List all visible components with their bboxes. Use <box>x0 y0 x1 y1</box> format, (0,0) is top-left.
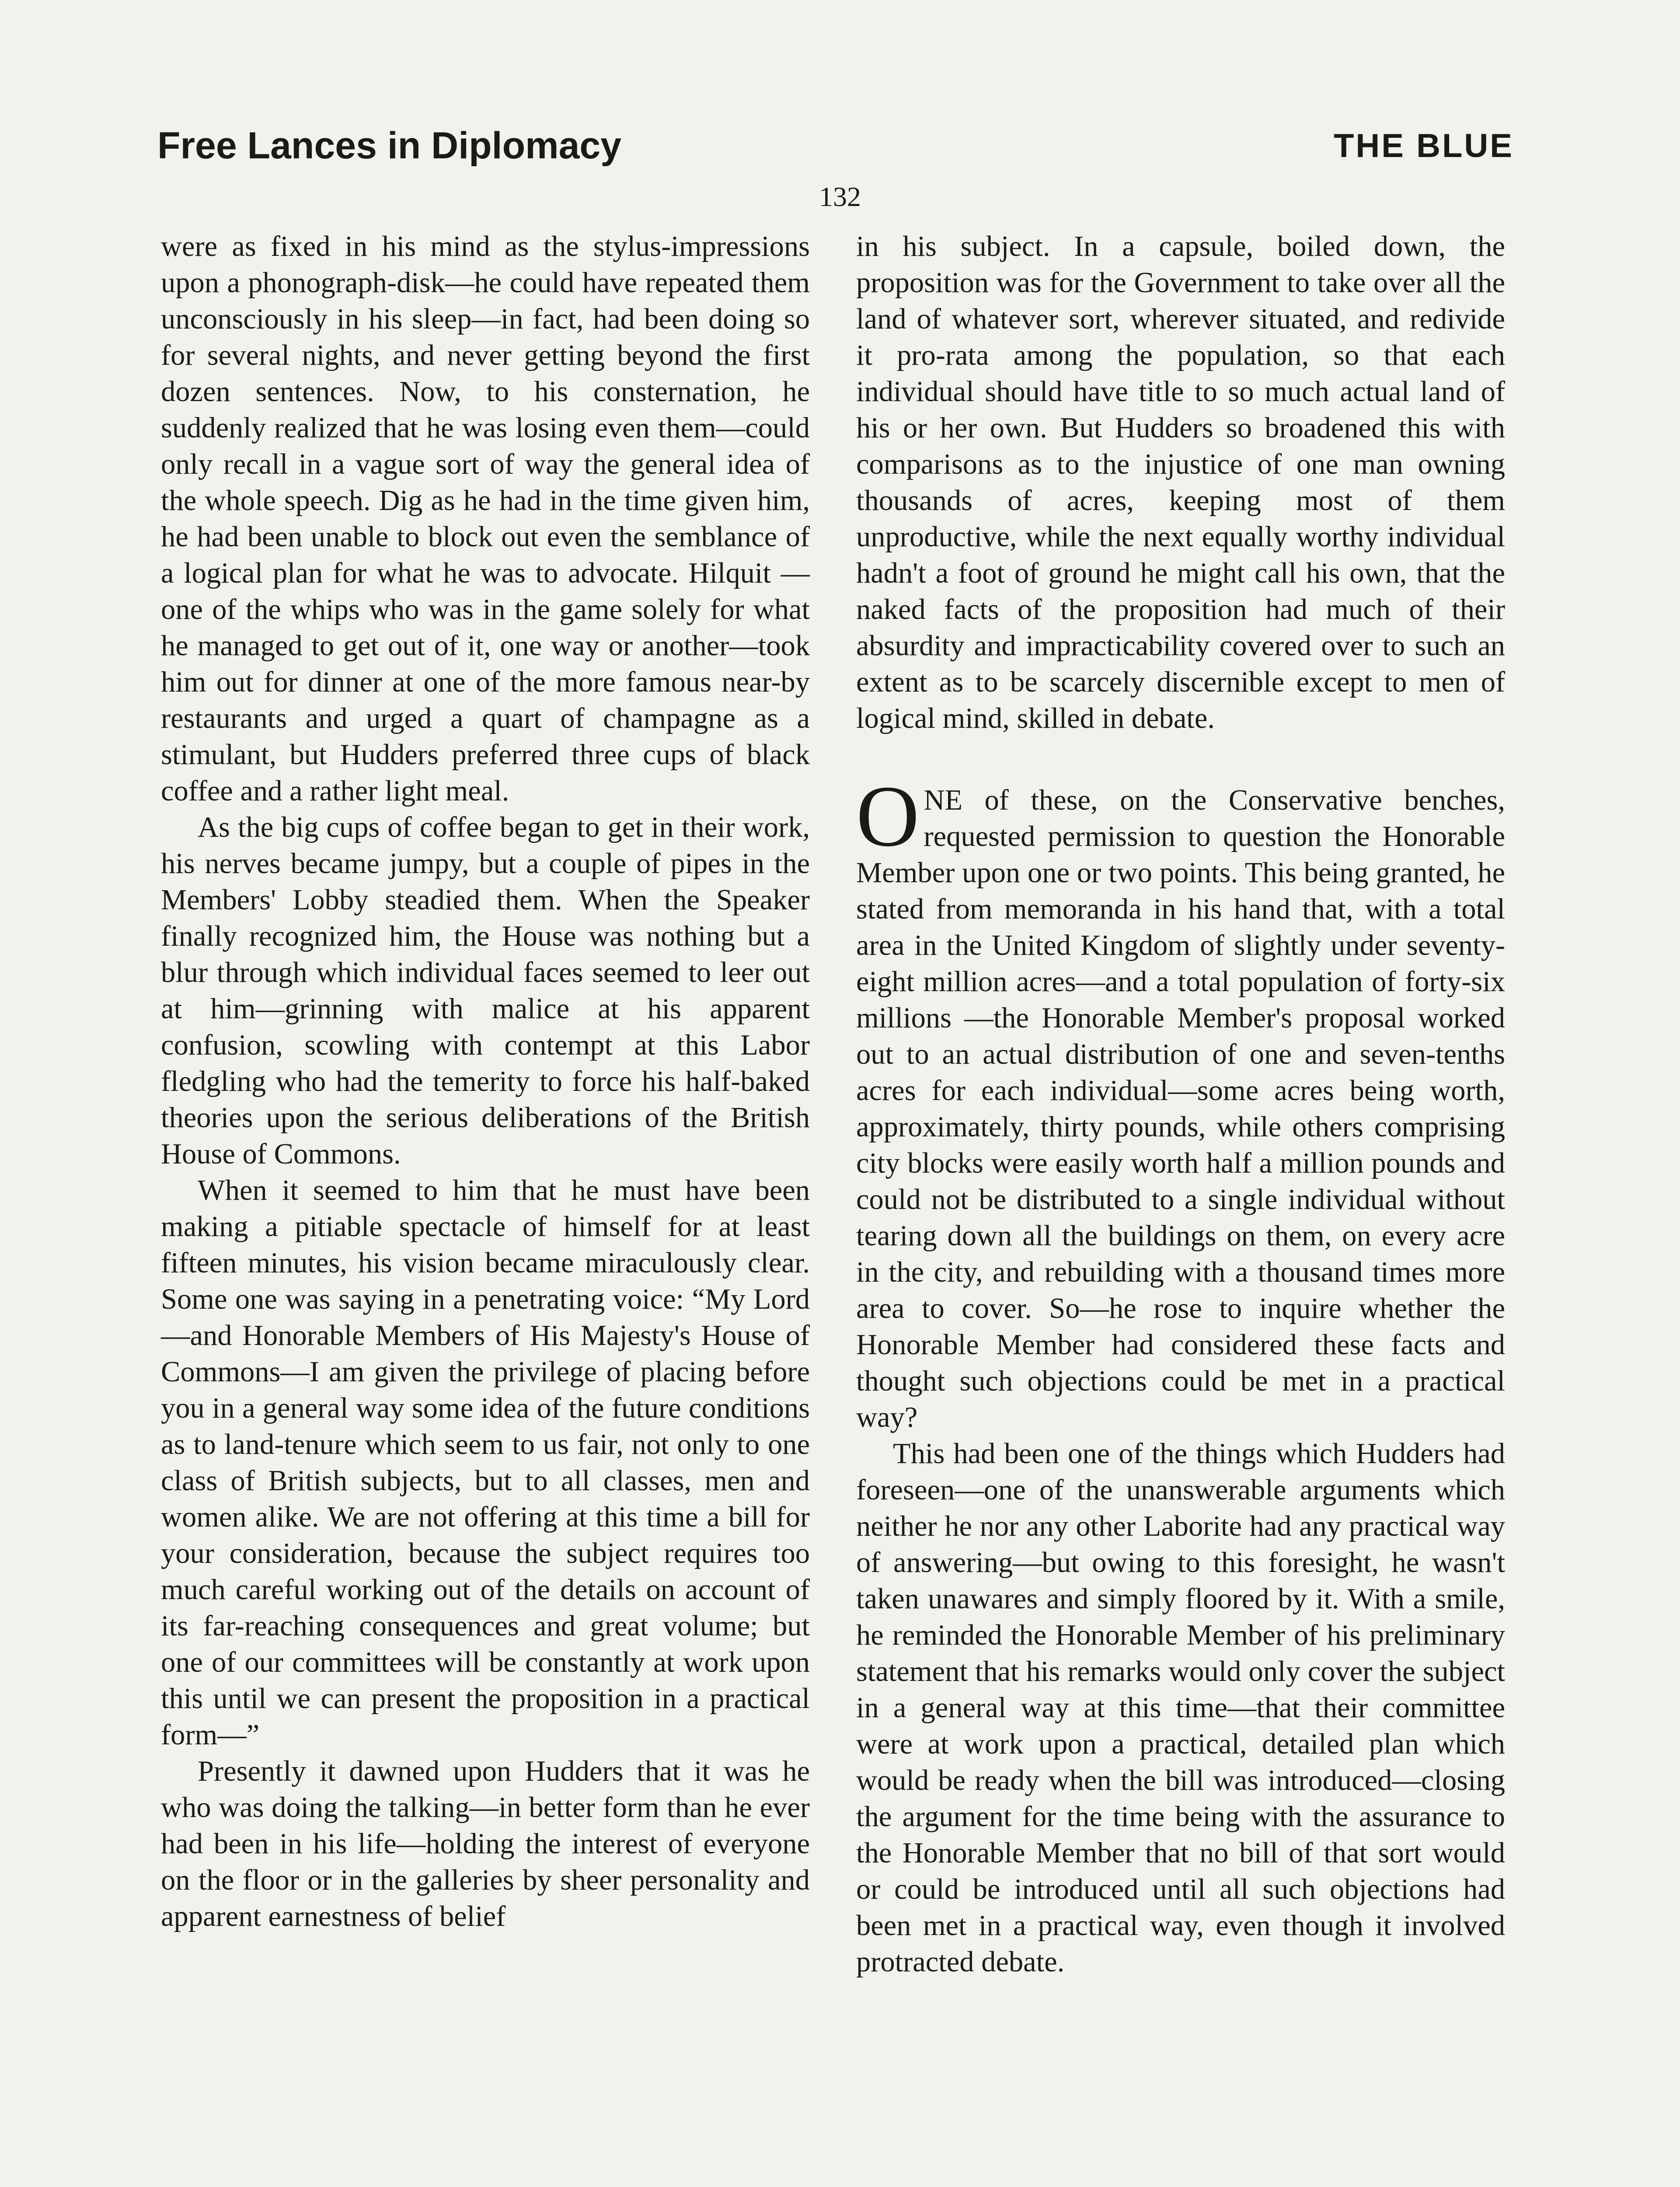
page-number: 132 <box>819 181 861 212</box>
paragraph: in his subject. In a capsule, boiled down, the proposition was for the Government to take over all the land of whatever sort, wherever situated, and redivide it pro-rata among the population, so that each individual should have title to so much actual land of his or her own. But Hudders so broadened this with comparisons as to the injustice of one man owning thousands of acres, keeping most of them unproductive, while the next equally worthy individual hadn't a foot of ground he might call his own, that the naked facts of the proposition had much of their absurdity and impracticability covered over to such an extent as to be scarcely discernible except to men of logical mind, skilled in debate. <box>856 231 1505 734</box>
left-column <box>161 228 810 1935</box>
right-column <box>856 228 1505 1980</box>
drop-cap: O <box>856 768 920 865</box>
paragraph: When it seemed to him that he must have been making a pitiable spectacle of himself for at least fifteen minutes, his vision became miraculously clear. Some one was saying in a penetrating voice: “My Lord—and Honorable Members of His Majesty's House of Commons—I am given the privilege of placing before you in a general way some idea of the future conditions as to land-tenure which seem to us fair, not only to one class of British subjects, but to all classes, men and women alike. We are not offering at this time a bill for your consideration, because the subject requires too much careful working out of the details on account of its far-reaching consequences and great volume; but one of our committees will be constantly at work upon this until we can present the proposition in a practical form—” <box>161 1174 810 1751</box>
paragraph-dropcap <box>856 768 1505 1436</box>
paragraph-text: NE of these, on the Conservative benches, requested permission to question the Honorable Member upon one or two points. This being granted, he stated from memoranda in his hand that, with a total area in the United Kingdom of slightly under seventy-eight million acres—and a total population of forty-six millions —the Honorable Member's proposal worked out to an actual distribution of one and seven-tenths acres for each individual—some acres being worth, approximately, thirty pounds, while others comprising city blocks were easily worth half a million pounds and could not be distributed to a single individual without tearing down all the buildings on them, on every acre in the city, and rebuilding with a thousand times more area to cover. So—he rose to inquire whether the Honorable Member had considered these facts and thought such objections could be met in a practical way? <box>856 784 1505 1433</box>
running-title: Free Lances in Diplomacy <box>157 125 622 167</box>
paragraph: This had been one of the things which Hudders had foreseen—one of the unanswerable arguments which neither he nor any other Laborite had any practical way of answering—but owing to this foresight, he wasn't taken unawares and simply floored by it. With a smile, he reminded the Honorable Member of his preliminary statement that his remarks would only cover the subject in a general way at this time—that their committee were at work upon a practical, detailed plan which would be ready when the bill was introduced—closing the argument for the time being with the assurance to the Honorable Member that no bill of that sort would or could be introduced until all such objections had been met in a practical way, even though it involved protracted debate. <box>856 1438 1505 1978</box>
paragraph: were as fixed in his mind as the stylus-impressions upon a phonograph-disk—he could have repeated them unconsciously in his sleep—in fact, had been doing so for several nights, and never getting beyond the first dozen sentences. Now, to his consternation, he suddenly realized that he was losing even them—could only recall in a vague sort of way the general idea of the whole speech. Dig as he had in the time given him, he had been unable to block out even the semblance of a logical plan for what he was to advocate. Hilquit —one of the whips who was in the game solely for what he managed to get out of it, one way or another—took him out for dinner at one of the more famous near-by restaurants and urged a quart of champagne as a stimulant, but Hudders preferred three cups of black coffee and a rather light meal. <box>161 231 810 807</box>
magazine-name: THE BLUE <box>1334 127 1514 164</box>
paragraph: As the big cups of coffee began to get in their work, his nerves became jumpy, but a couple of pipes in the Members' Lobby steadied them. When the Speaker finally recognized him, the House was nothing but a blur through which individual faces seemed to leer out at him—grinning with malice at his apparent confusion, scowling with contempt at this Labor fledgling who had the temerity to force his half-baked theories upon the serious deliberations of the British House of Commons. <box>161 811 810 1170</box>
paragraph: Presently it dawned upon Hudders that it was he who was doing the talking—in better form than he ever had been in his life—holding the interest of everyone on the floor or in the galleries by sheer personality and apparent earnestness of belief <box>161 1755 810 1932</box>
